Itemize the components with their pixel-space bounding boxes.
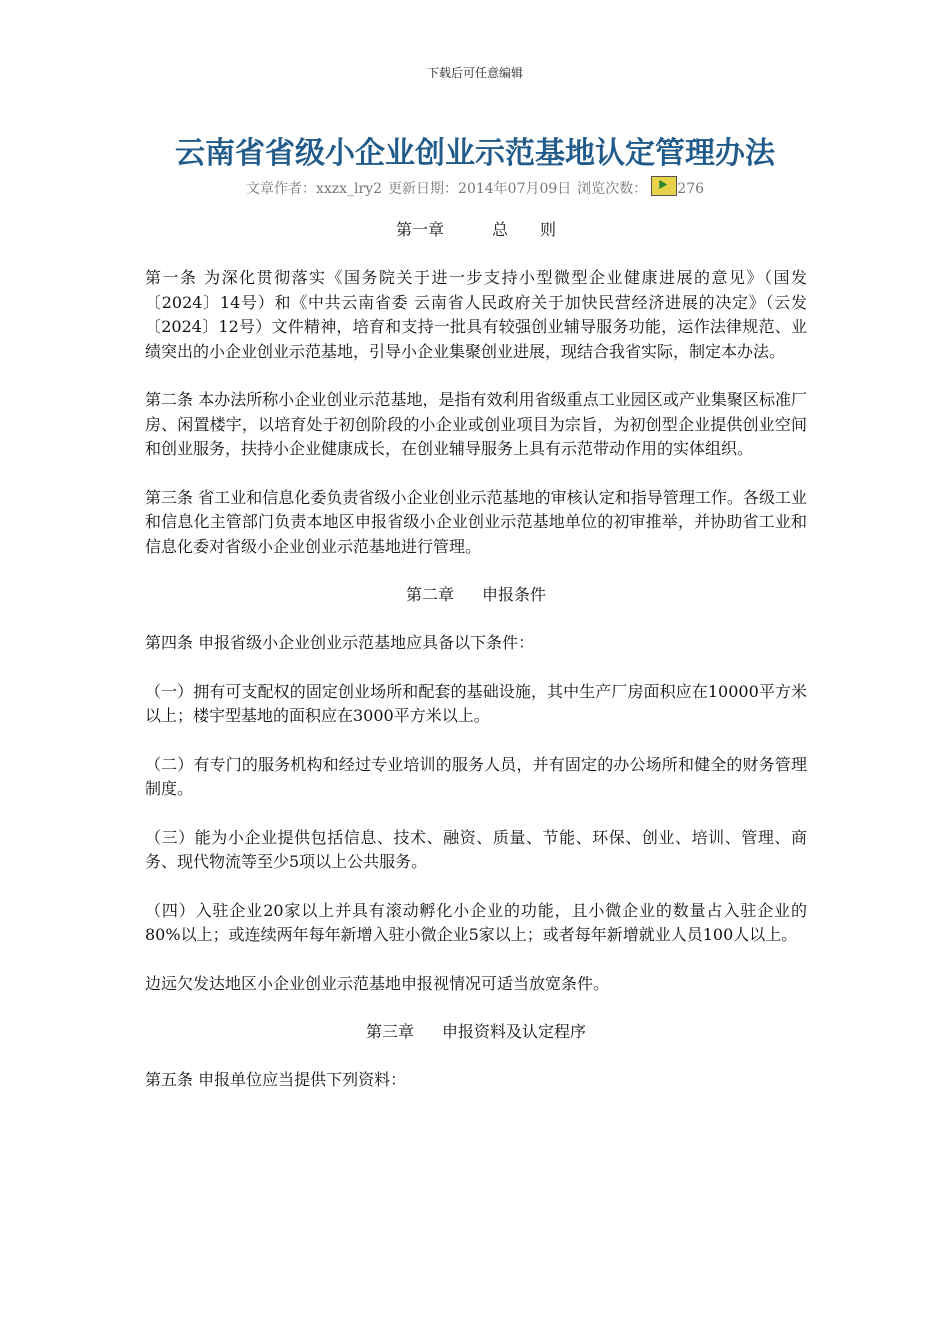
views-value: 276 <box>677 181 705 197</box>
article-paragraph: 边远欠发达地区小企业创业示范基地申报视情况可适当放宽条件。 <box>145 973 610 993</box>
article-paragraph: （一）拥有可支配权的固定创业场所和配套的基础设施，其中生产厂房面积应在10000平方米以上；楼宇型基地的面积应在3000平方米以上。 <box>145 681 807 725</box>
chapter-number: 第二章 <box>405 585 454 604</box>
header-note: 下载后可任意编辑 <box>426 66 523 80</box>
view-count-icon <box>651 176 677 196</box>
chapter-name: 总 则 <box>492 220 557 239</box>
date-label: 更新日期： <box>388 181 459 197</box>
chapter-number: 第一章 <box>395 220 444 239</box>
chapter-heading-1 <box>145 218 807 242</box>
date-value: 2014年07月09日 <box>458 181 572 197</box>
article-paragraph: 第五条 申报单位应当提供下列资料： <box>145 1070 407 1089</box>
document-title: 云南省省级小企业创业示范基地认定管理办法 <box>175 136 775 171</box>
document-body <box>145 218 807 1117</box>
chapter-number: 第三章 <box>365 1022 414 1041</box>
article-paragraph: 第三条 省工业和信息化委负责省级小企业创业示范基地的审核认定和指导管理工作。各级工业和信息化主管部门负责本地区申报省级小企业创业示范基地单位的初审推举，并协助省工业和信息化委对省级小企业创业示范基地进行管理。 <box>145 487 807 556</box>
article-paragraph: 第一条 为深化贯彻落实《国务院关于进一步支持小型微型企业健康进展的意见》（国发〔2024〕14号）和《中共云南省委 云南省人民政府关于加快民营经济进展的决定》（云发〔2024〕12号）文件精神，培育和支持一批具有较强创业辅导服务功能，运作法律规范、业绩突出的小企业创业示范基地，引导小企业集聚创业进展，现结合我省实际，制定本办法。 <box>145 268 807 361</box>
article-meta <box>0 176 950 198</box>
article-paragraph: （四）入驻企业20家以上并具有滚动孵化小企业的功能，且小微企业的数量占入驻企业的80%以上；或连续两年每年新增入驻小微企业5家以上；或者每年新增就业人员100人以上。 <box>145 900 807 944</box>
author-value: xxzx_lry2 <box>315 181 383 197</box>
article-paragraph: 第四条 申报省级小企业创业示范基地应具备以下条件： <box>145 633 535 652</box>
chapter-name: 申报条件 <box>482 585 547 604</box>
views-label: 浏览次数： <box>577 181 648 197</box>
article-paragraph: （二）有专门的服务机构和经过专业培训的服务人员，并有固定的办公场所和健全的财务管理制度。 <box>145 754 807 798</box>
chapter-name: 申报资料及认定程序 <box>442 1022 587 1041</box>
article-paragraph: 第二条 本办法所称小企业创业示范基地，是指有效利用省级重点工业园区或产业集聚区标准厂房、闲置楼宇，以培育处于初创阶段的小企业或创业项目为宗旨，为初创型企业提供创业空间和创业服务，扶持小企业健康成长，在创业辅导服务上具有示范带动作用的实体组织。 <box>145 390 807 458</box>
chapter-heading-3 <box>145 1020 807 1044</box>
article-paragraph: （三）能为小企业提供包括信息、技术、融资、质量、节能、环保、创业、培训、管理、商务、现代物流等至少5项以上公共服务。 <box>145 827 807 871</box>
chapter-heading-2 <box>145 583 807 607</box>
author-label: 文章作者： <box>245 181 316 197</box>
